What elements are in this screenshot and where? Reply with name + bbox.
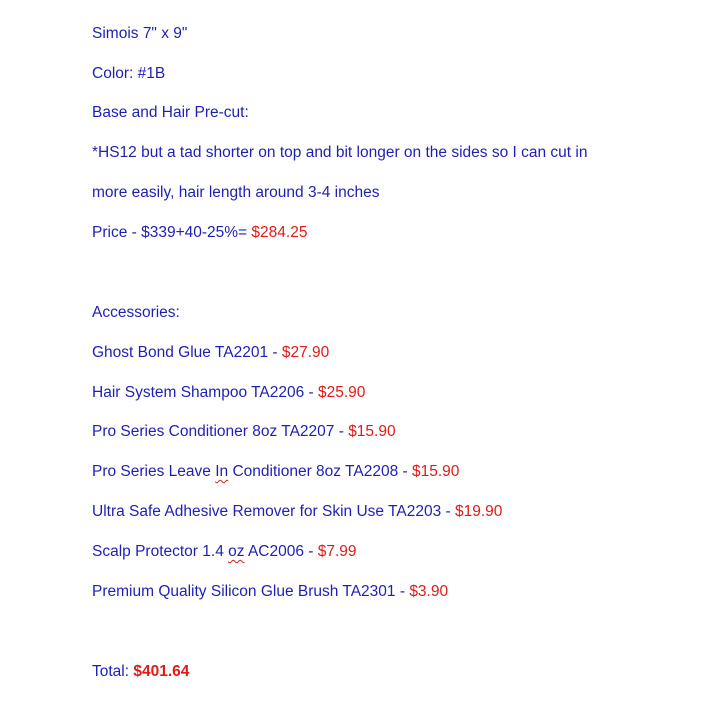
accessory-price: $25.90	[318, 384, 366, 401]
accessory-separator: -	[334, 423, 349, 440]
accessory-item	[92, 461, 459, 483]
accessory-name: Pro Series Conditioner 8oz TA2207	[92, 423, 335, 440]
accessory-price: $15.90	[411, 463, 460, 480]
accessory-item	[92, 421, 396, 443]
accessory-item	[92, 501, 502, 523]
product-title: Simois 7" x 9"	[92, 25, 188, 42]
accessory-separator: -	[395, 583, 410, 600]
accessory-separator: -	[441, 503, 455, 520]
accessory-name: Premium Quality Silicon Glue Brush TA2301	[92, 583, 396, 600]
accessory-price: $15.90	[348, 423, 396, 440]
accessory-separator: -	[268, 344, 282, 361]
total-label: Total:	[92, 663, 134, 680]
accessory-name: Hair System Shampoo TA2206	[92, 384, 305, 401]
accessory-price: $27.90	[281, 344, 330, 361]
accessory-name: Ghost Bond Glue TA2201	[92, 344, 269, 361]
price-label: Price - $339+40-25%=	[92, 224, 252, 241]
accessory-item	[92, 342, 329, 364]
accessory-name: Ultra Safe Adhesive Remover for Skin Use TA2203	[92, 503, 442, 520]
price-value: $284.25	[251, 224, 308, 241]
accessory-separator: -	[303, 543, 318, 560]
total-line	[92, 661, 189, 683]
accessory-price: $19.90	[455, 503, 503, 520]
accessories-heading: Accessories:	[92, 304, 180, 321]
accessory-item	[92, 382, 365, 404]
base-hair-line: Base and Hair Pre-cut:	[92, 104, 249, 121]
accessory-name: Scalp Protector 1.4 oz AC2006	[92, 543, 304, 560]
accessory-name: Pro Series Leave In Conditioner 8oz TA2208	[92, 463, 399, 480]
accessory-item	[92, 581, 448, 603]
total-value: $401.64	[133, 663, 190, 680]
note-line-2: more easily, hair length around 3-4 inches	[92, 184, 380, 201]
accessory-separator: -	[304, 384, 319, 401]
accessory-item	[92, 541, 357, 563]
accessory-separator: -	[398, 463, 412, 480]
spellcheck-word: oz	[228, 543, 245, 560]
color-line: Color: #1B	[92, 65, 166, 82]
price-line	[92, 222, 307, 244]
accessory-price: $3.90	[409, 583, 449, 600]
accessory-price: $7.99	[317, 543, 357, 560]
spellcheck-word: In	[215, 463, 229, 480]
note-line-1: *HS12 but a tad shorter on top and bit longer on the sides so I can cut in	[92, 144, 588, 161]
